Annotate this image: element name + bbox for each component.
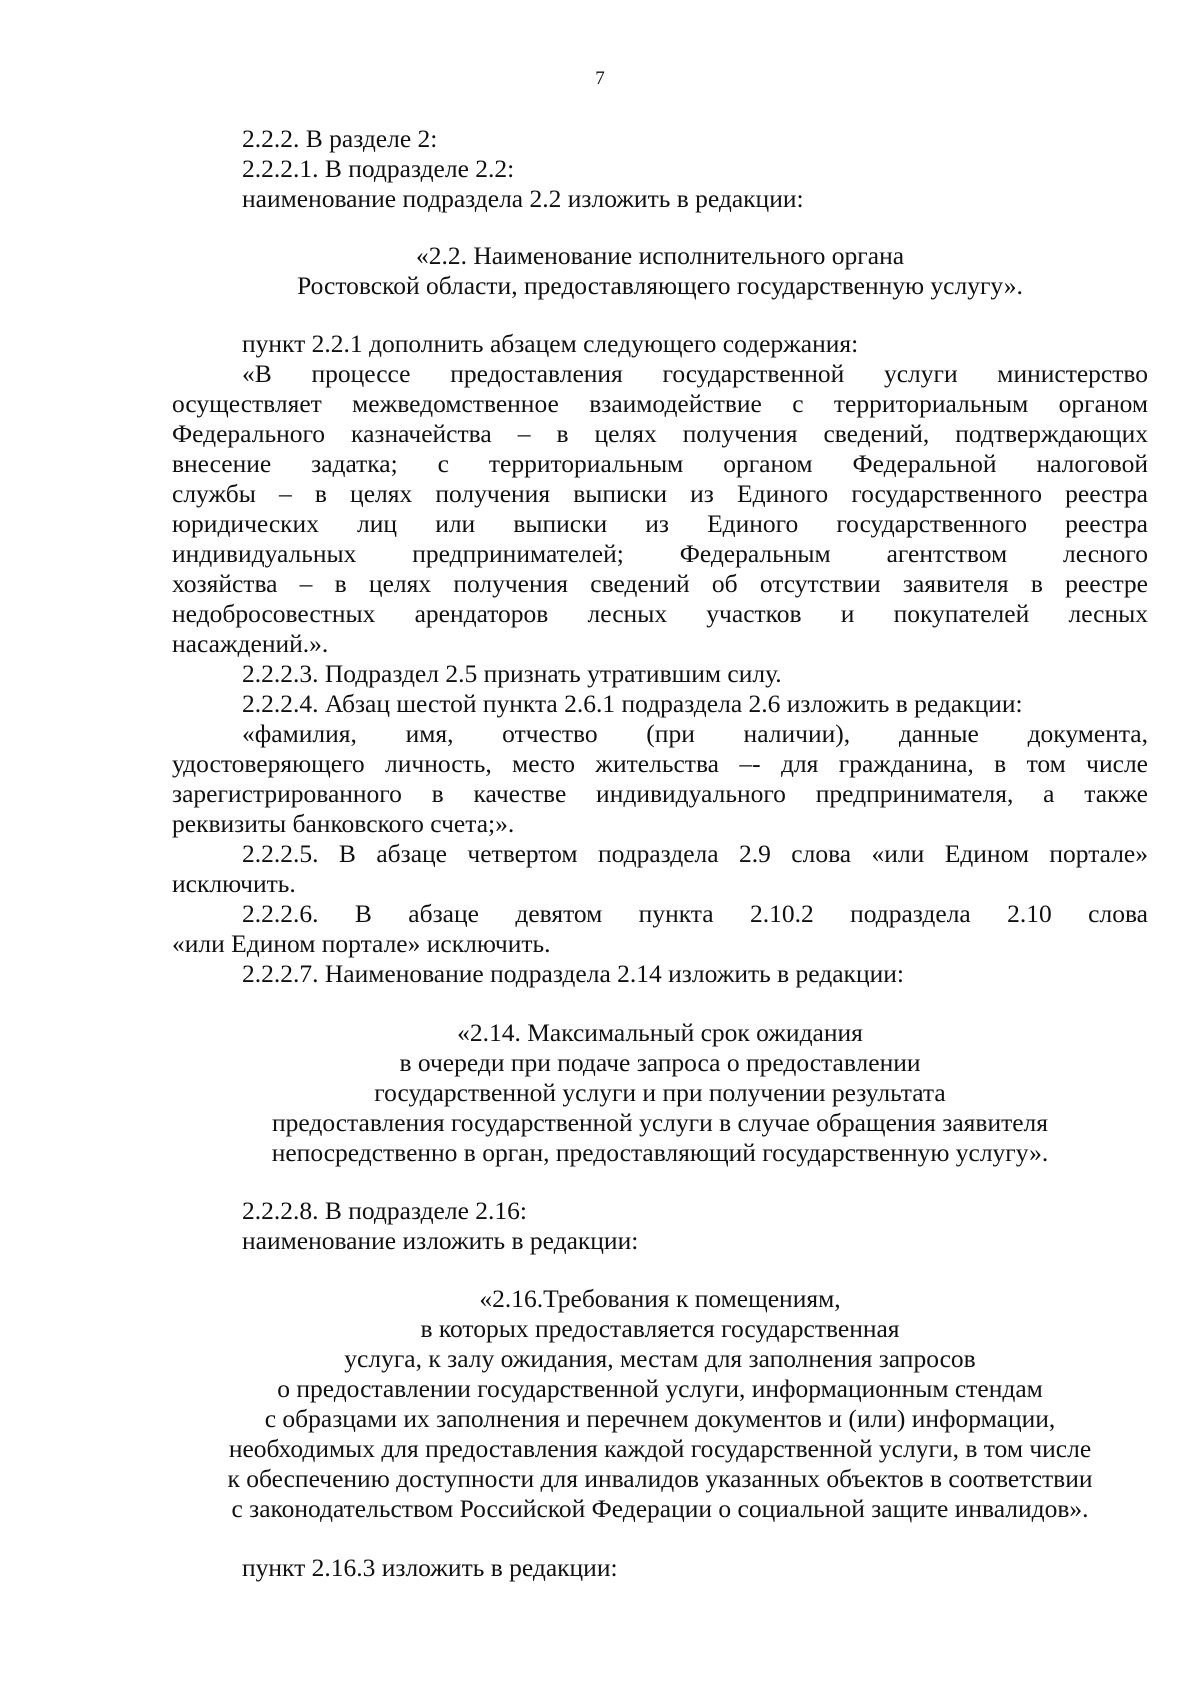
instruction-line: пункт 2.16.3 изложить в редакции: — [242, 1553, 618, 1582]
heading-2-2-line: Ростовской области, предоставляющего государственную услугу». — [297, 271, 1023, 300]
paragraph-line: индивидуальных предпринимателей; Федеральным агентством лесного — [172, 539, 1148, 568]
heading-2-16-line: о предоставлении государственной услуги, информационным стендам — [277, 1374, 1043, 1403]
heading-2-16-line: с образцами их заполнения и перечнем документов и (или) информации, — [264, 1404, 1056, 1433]
paragraph-line: юридических лиц или выписки из Единого государственного реестра — [172, 509, 1148, 538]
heading-2-14-line: предоставления государственной услуги в случае обращения заявителя — [271, 1108, 1049, 1137]
instruction-line: наименование изложить в редакции: — [242, 1226, 639, 1255]
paragraph-line: реквизиты банковского счета;». — [172, 809, 515, 838]
clause-2-2-2-6: 2.2.2.6. В абзаце девятом пункта 2.10.2 подраздела 2.10 слова — [242, 899, 1148, 928]
paragraph-line: «или Едином портале» исключить. — [172, 929, 551, 958]
paragraph-line: недобросовестных арендаторов лесных участков и покупателей лесных — [172, 599, 1148, 628]
heading-2-14-line: в очереди при подаче запроса о предоставлении — [399, 1048, 921, 1077]
heading-2-16-line: к обеспечению доступности для инвалидов указанных объектов в соответствии — [227, 1464, 1093, 1493]
instruction-line: наименование подраздела 2.2 изложить в редакции: — [242, 184, 804, 213]
clause-2-2-2-3: 2.2.2.3. Подраздел 2.5 признать утратившим силу. — [242, 659, 782, 688]
clause-2-2-2-7: 2.2.2.7. Наименование подраздела 2.14 изложить в редакции: — [242, 959, 904, 988]
paragraph-line: Федерального казначейства – в целях получения сведений, подтверждающих — [172, 419, 1148, 448]
page-number: 7 — [595, 68, 605, 89]
paragraph-line: «В процессе предоставления государственной услуги министерство — [242, 359, 1148, 388]
heading-2-16-line: в которых предоставляется государственная — [420, 1314, 900, 1343]
heading-2-2-line: «2.2. Наименование исполнительного органа — [415, 241, 905, 270]
paragraph-line: хозяйства – в целях получения сведений об отсутствии заявителя в реестре — [172, 569, 1148, 598]
paragraph-line: исключить. — [172, 869, 296, 898]
paragraph-line: насаждений.». — [172, 629, 329, 658]
heading-2-14-line: государственной услуги и при получении результата — [374, 1078, 946, 1107]
paragraph-line: службы – в целях получения выписки из Единого государственного реестра — [172, 479, 1148, 508]
paragraph-line: осуществляет межведомственное взаимодействие с территориальным органом — [172, 389, 1148, 418]
clause-2-2-2-5: 2.2.2.5. В абзаце четвертом подраздела 2.9 слова «или Едином портале» — [242, 839, 1148, 868]
instruction-line: пункт 2.2.1 дополнить абзацем следующего содержания: — [242, 329, 859, 358]
clause-2-2-2-8: 2.2.2.8. В подразделе 2.16: — [242, 1196, 527, 1225]
heading-2-14-line: непосредственно в орган, предоставляющий государственную услугу». — [271, 1138, 1049, 1167]
heading-2-16-line: необходимых для предоставления каждой государственной услуги, в том числе — [228, 1434, 1092, 1463]
clause-2-2-2-4: 2.2.2.4. Абзац шестой пункта 2.6.1 подраздела 2.6 изложить в редакции: — [242, 689, 1023, 718]
paragraph-line: зарегистрированного в качестве индивидуального предпринимателя, а также — [172, 779, 1148, 808]
heading-2-16-line: с законодательством Российской Федерации о социальной защите инвалидов». — [231, 1494, 1089, 1523]
paragraph-line: удостоверяющего личность, место жительства –- для гражданина, в том числе — [172, 749, 1148, 778]
paragraph-line: внесение задатка; с территориальным органом Федеральной налоговой — [172, 449, 1148, 478]
paragraph-line: «фамилия, имя, отчество (при наличии), данные документа, — [242, 719, 1148, 748]
heading-2-16-line: услуга, к залу ожидания, местам для заполнения запросов — [344, 1344, 976, 1373]
clause-2-2-2-1: 2.2.2.1. В подразделе 2.2: — [242, 154, 515, 183]
clause-2-2-2: 2.2.2. В разделе 2: — [242, 124, 438, 153]
heading-2-14-line: «2.14. Максимальный срок ожидания — [457, 1018, 863, 1047]
heading-2-16-line: «2.16.Требования к помещениям, — [479, 1284, 841, 1313]
